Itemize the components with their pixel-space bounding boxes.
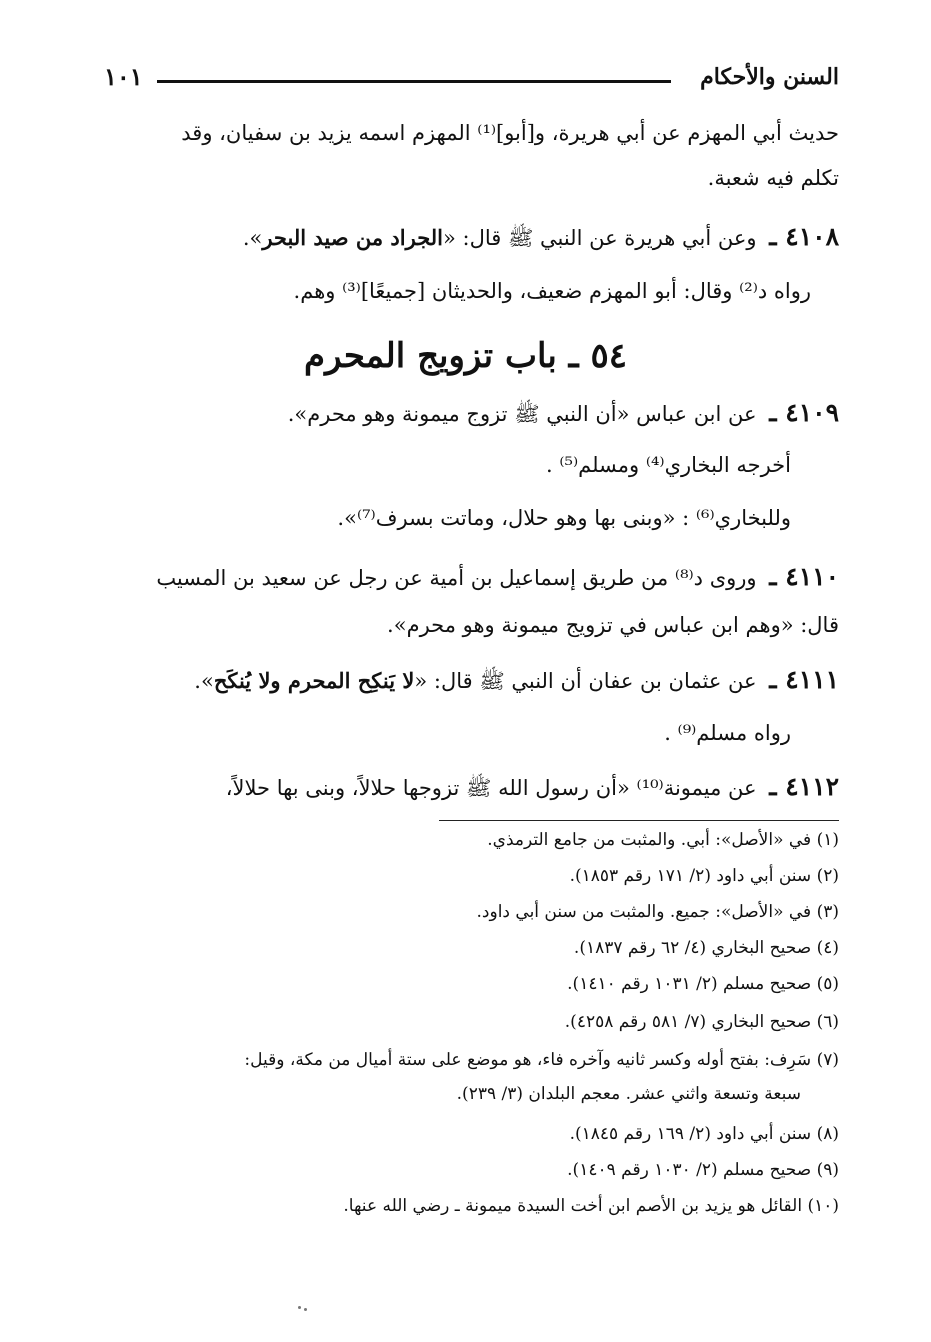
hadith-end: ». xyxy=(194,669,214,693)
hadith-end: ». xyxy=(242,226,263,250)
footnote: (٩) صحيح مسلم (٢/ ١٠٣٠ رقم ١٤٠٩). xyxy=(567,1160,839,1180)
hadith-number: ٤١٠٨ ـ xyxy=(769,222,839,251)
hadith-number: ٤١١١ ـ xyxy=(769,665,839,694)
scan-speck xyxy=(304,1308,307,1311)
hadith-4110 xyxy=(156,562,839,593)
scan-speck xyxy=(298,1306,301,1309)
hadith-quote: الجراد من صيد البحر xyxy=(262,225,443,250)
hadith-number: ٤١١٠ ـ xyxy=(769,562,839,591)
text-line: حديث أبي المهزم عن أبي هريرة، و[أبو]⁽¹⁾ المهزم اسمه يزيد بن سفيان، وقد xyxy=(181,121,839,145)
hadith-number: ٤١٠٩ ـ xyxy=(769,398,839,427)
footnote: (٣) في «الأصل»: جميع. والمثبت من سنن أبي داود. xyxy=(476,902,839,922)
text-line: قال: «وهم ابن عباس في تزويج ميمونة وهو محرم». xyxy=(387,613,839,637)
hadith-text: عن ابن عباس «أن النبي ﷺ تزوج ميمونة وهو محرم». xyxy=(287,402,757,426)
hadith-text: عن ميمونة⁽¹⁰⁾ «أن رسول الله ﷺ تزوجها حلالاً، وبنى بها حلالاً، xyxy=(225,776,757,800)
hadith-text: وروى د⁽⁸⁾ من طريق إسماعيل بن أمية عن رجل عن سعيد بن المسيب xyxy=(156,566,757,590)
running-header-title: السنن والأحكام xyxy=(700,64,839,90)
text-line: وللبخاري⁽⁶⁾ : «وبنى بها وهو حلال، وماتت بسرف⁽⁷⁾». xyxy=(337,506,791,530)
hadith-4109 xyxy=(288,398,839,429)
footnote: (١) في «الأصل»: أبي. والمثبت من جامع الترمذي. xyxy=(487,830,839,850)
text-line: تكلم فيه شعبة. xyxy=(707,166,839,190)
footnote-continuation: سبعة وتسعة واثني عشر. معجم البلدان (٣/ ٢٣٩). xyxy=(456,1084,801,1104)
hadith-4108 xyxy=(243,222,839,253)
text-line: رواه مسلم⁽⁹⁾ . xyxy=(664,721,791,745)
footnote: (٧) سَرِف: بفتح أوله وكسر ثانيه وآخره فاء، هو موضع على ستة أميال من مكة، وقيل: xyxy=(244,1050,839,1070)
page-number: ١٠١ xyxy=(104,62,143,91)
hadith-4111 xyxy=(194,665,839,696)
footnote: (٢) سنن أبي داود (٢/ ١٧١ رقم ١٨٥٣). xyxy=(569,866,839,886)
footnote: (٨) سنن أبي داود (٢/ ١٦٩ رقم ١٨٤٥). xyxy=(569,1124,839,1144)
footnote: (٥) صحيح مسلم (٢/ ١٠٣١ رقم ١٤١٠). xyxy=(567,974,839,994)
hadith-text: وعن أبي هريرة عن النبي ﷺ قال: « xyxy=(442,226,757,250)
footnote: (٤) صحيح البخاري (٤/ ٦٢ رقم ١٨٣٧). xyxy=(573,938,839,958)
hadith-4112 xyxy=(226,772,839,803)
footnote: (٦) صحيح البخاري (٧/ ٥٨١ رقم ٤٢٥٨). xyxy=(564,1012,839,1032)
text-line: رواه د⁽²⁾ وقال: أبو المهزم ضعيف، والحديثان [جميعًا]⁽³⁾ وهم. xyxy=(293,279,811,303)
footnote-rule xyxy=(439,820,839,821)
header-rule xyxy=(157,80,671,83)
hadith-text: عن عثمان بن عفان أن النبي ﷺ قال: « xyxy=(414,669,757,693)
chapter-heading: ٥٤ ـ باب تزويج المحرم xyxy=(304,336,627,376)
footnote: (١٠) القائل هو يزيد بن الأصم ابن أخت السيدة ميمونة ـ رضي الله عنها. xyxy=(343,1196,839,1216)
hadith-number: ٤١١٢ ـ xyxy=(769,772,839,801)
hadith-quote: لا يَنكِح المحرم ولا يُنكَح xyxy=(213,668,415,693)
text-line: أخرجه البخاري⁽⁴⁾ ومسلم⁽⁵⁾ . xyxy=(546,453,791,477)
